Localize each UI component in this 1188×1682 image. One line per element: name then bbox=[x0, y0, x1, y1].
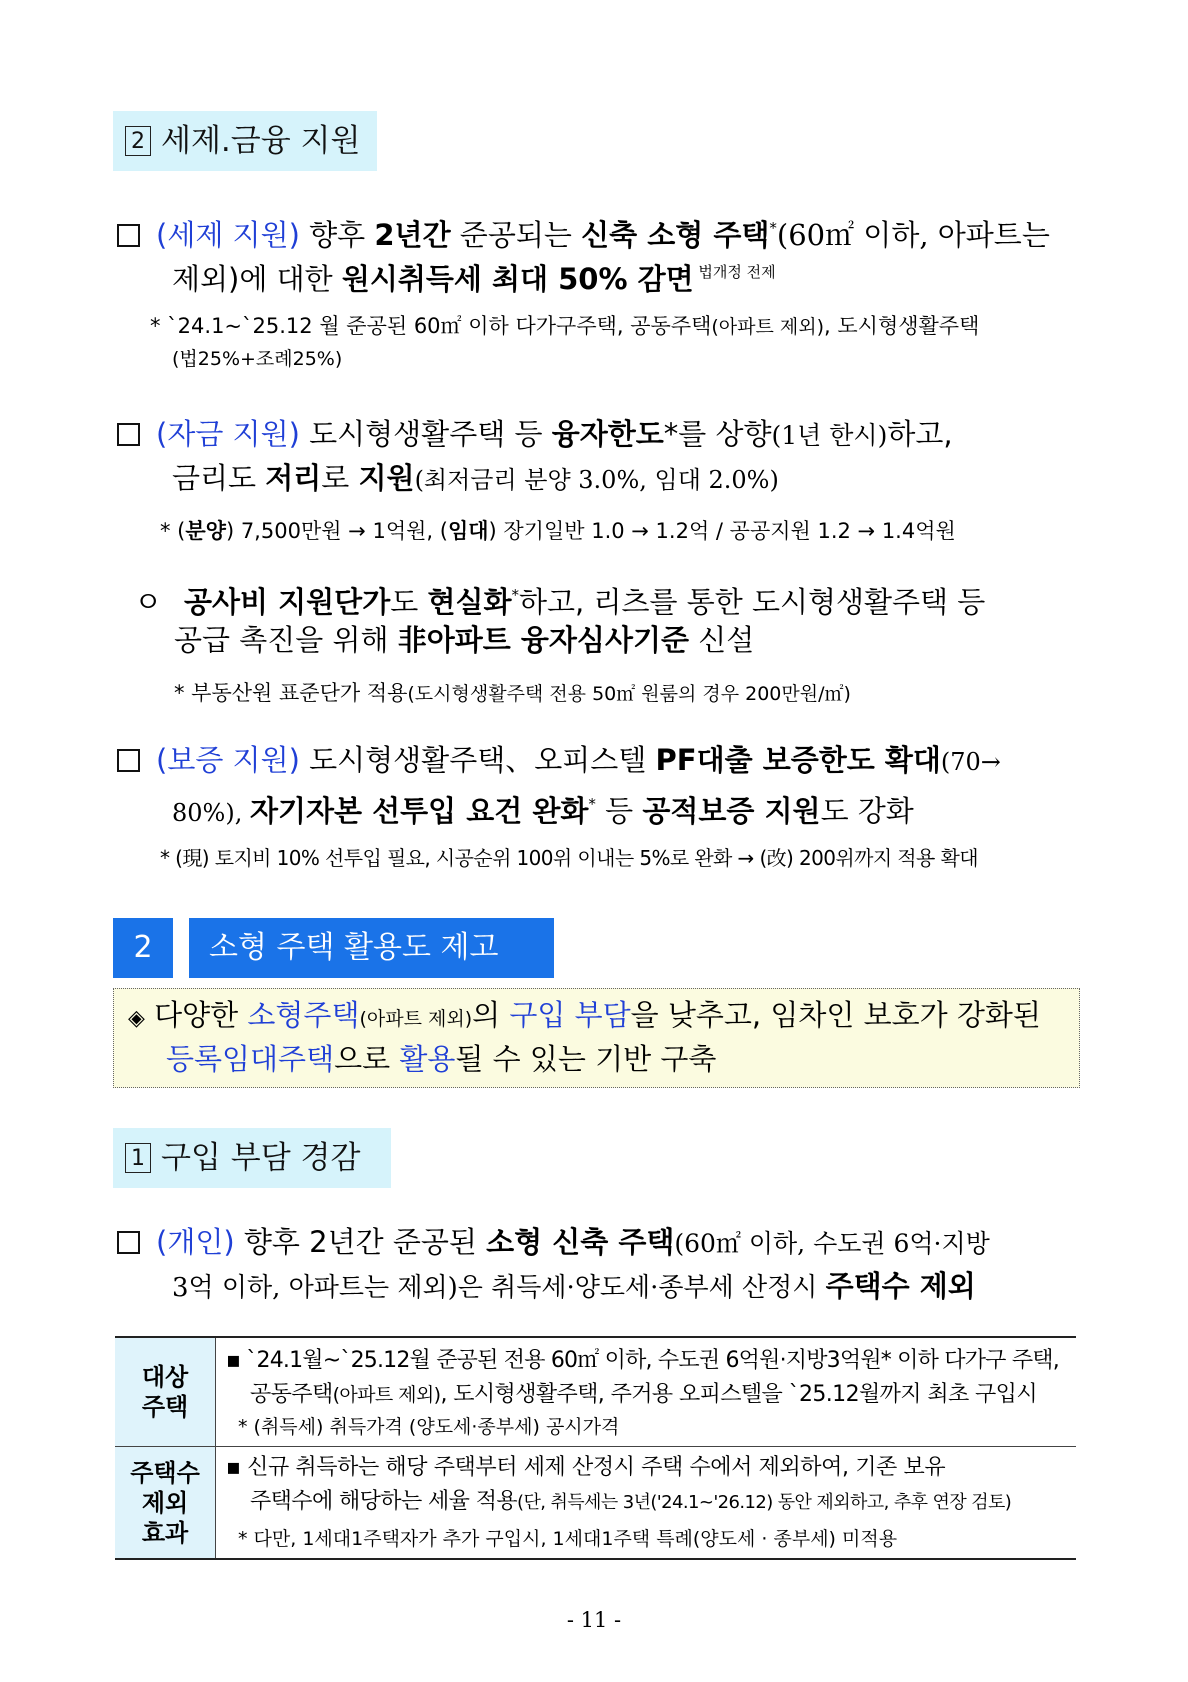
text: 도시형생활주택、오피스텔 bbox=[299, 743, 656, 777]
text: 다양한 bbox=[144, 998, 248, 1032]
footnote-mark: * bbox=[511, 586, 519, 604]
footnote-mark: * bbox=[588, 795, 596, 813]
text: 의 bbox=[472, 998, 510, 1032]
text: 등 bbox=[595, 794, 643, 828]
guarantee-line2 bbox=[172, 784, 914, 833]
text: 금리도 bbox=[172, 461, 266, 495]
text-bold: 융자한도 bbox=[551, 417, 664, 451]
text: (60㎡ 이하, 수도권 6억·지방 bbox=[674, 1229, 990, 1258]
table-row bbox=[115, 1447, 1076, 1560]
text: 로 bbox=[321, 461, 359, 495]
text: (70→ bbox=[940, 748, 1001, 776]
text-bold: 분양 bbox=[185, 519, 226, 543]
section-title: 세제.금융 지원 bbox=[161, 123, 361, 159]
text: , 도시형생활주택, 주거용 오피스텔을 `25.12월까지 최초 구입시 bbox=[440, 1382, 1037, 1407]
info-table bbox=[115, 1336, 1076, 1560]
text-blue: 활용 bbox=[399, 1042, 456, 1076]
text: (아파트 제외) bbox=[332, 1384, 441, 1406]
footnote-mark: * bbox=[769, 219, 777, 237]
bullet-text-cont bbox=[216, 1378, 1076, 1412]
text: 향후 bbox=[299, 218, 375, 252]
tax-support-line1 bbox=[117, 208, 1050, 255]
part-number-tag: 2 bbox=[113, 918, 173, 978]
checkbox-icon bbox=[117, 423, 140, 446]
guarantee-label: (보증 지원) bbox=[156, 743, 300, 777]
text-bold: 공사비 지원단가 bbox=[184, 585, 391, 619]
fund-note bbox=[160, 516, 956, 546]
text-bold: 공적보증 지원 bbox=[642, 794, 821, 828]
text: 3억 이하, 아파트는 제외)은 취득세·양도세·종부세 산정시 bbox=[172, 1273, 826, 1303]
cost-line2 bbox=[174, 620, 754, 660]
diamond-bullet-icon: ◈ bbox=[128, 1006, 145, 1031]
row-content bbox=[216, 1337, 1077, 1447]
cost-line1 bbox=[134, 575, 985, 622]
text: 을 낮추고, 임차인 보호가 강화된 bbox=[630, 998, 1041, 1032]
text: 준공되는 bbox=[450, 218, 582, 252]
tax-label: (세제 지원) bbox=[156, 218, 300, 252]
text: 향후 2년간 준공된 bbox=[234, 1225, 487, 1259]
text: , 도시형생활주택 bbox=[824, 314, 980, 338]
text-bold: 현실화 bbox=[427, 585, 512, 619]
checkbox-icon bbox=[117, 224, 140, 247]
text: (도시형생활주택 전용 50㎡ 원룸의 경우 200만원/㎡) bbox=[407, 683, 851, 705]
text: 주택수에 해당하는 세율 적용 bbox=[250, 1489, 518, 1514]
cost-note bbox=[174, 678, 851, 709]
text: 될 수 있는 기반 구축 bbox=[455, 1042, 717, 1076]
text: 신설 bbox=[689, 623, 755, 657]
text: (단, 취득세는 3년('24.1~'26.12) 동안 제외하고, 추후 연장 검토) bbox=[517, 1492, 1012, 1513]
guarantee-line1 bbox=[117, 740, 1001, 782]
tax-note-2: (법25%+조례25%) bbox=[172, 348, 343, 370]
text: * ( bbox=[160, 519, 186, 543]
text: 80%), bbox=[172, 799, 250, 827]
note-text: * 다만, 1세대1주택자가 추가 구입시, 1세대1주택 특례(양도세 · 종부세) 미적용 bbox=[238, 1528, 898, 1550]
row-header-target bbox=[115, 1337, 216, 1447]
text-bold: 임대 bbox=[447, 519, 489, 543]
table-row bbox=[115, 1337, 1076, 1447]
text-bold: PF대출 보증한도 확대 bbox=[655, 743, 941, 777]
text-bold: 2년간 bbox=[374, 218, 451, 252]
text-bold: 非아파트 융자심사기준 bbox=[397, 623, 689, 657]
text: (아파트 제외) bbox=[711, 316, 825, 338]
text: 대상 주택 bbox=[141, 1363, 189, 1421]
text: 공급 촉진을 위해 bbox=[174, 623, 398, 657]
individual-line2 bbox=[172, 1266, 976, 1308]
text-bold: 자기자본 선투입 요건 완화 bbox=[249, 794, 589, 828]
text: 도시형생활주택 등 bbox=[299, 417, 552, 451]
bullet-text: ▪ 신규 취득하는 해당 주택부터 세제 산정시 주택 수에서 제외하여, 기존 보유 bbox=[226, 1455, 946, 1480]
text-bold: 저리 bbox=[265, 461, 322, 495]
checkbox-icon bbox=[117, 749, 140, 772]
bullet-icon: ㅇ bbox=[134, 585, 163, 619]
law-note: 법개정 전제 bbox=[693, 263, 776, 281]
text: * `24.1~`25.12 월 준공된 60㎡ 이하 다가구주택, 공동주택 bbox=[150, 314, 712, 338]
checkbox-icon bbox=[117, 1231, 140, 1254]
text-bold: 소형 신축 주택 bbox=[486, 1225, 675, 1259]
part-title-tag: 소형 주택 활용도 제고 bbox=[189, 918, 554, 978]
text: * 부동산원 표준단가 적용 bbox=[174, 681, 408, 705]
row-content bbox=[216, 1447, 1077, 1560]
text-bold: 원시취득세 최대 50% 감면 bbox=[341, 262, 694, 296]
text: *를 상향 bbox=[663, 417, 772, 451]
text: 도 bbox=[390, 585, 428, 619]
fund-support-line1 bbox=[117, 414, 953, 456]
section-title: 구입 부담 경감 bbox=[161, 1140, 361, 1176]
text: 제외)에 대한 bbox=[172, 262, 342, 296]
text: ) 7,500만원 → 1억원, ( bbox=[225, 519, 448, 543]
text: 하고, bbox=[887, 417, 953, 451]
text: 으로 bbox=[334, 1042, 400, 1076]
text: 공동주택 bbox=[250, 1382, 333, 1407]
text-bold: 주택수 제외 bbox=[825, 1269, 976, 1303]
text: (최저금리 분양 3.0%, 임대 2.0%) bbox=[414, 466, 779, 494]
text: 도 강화 bbox=[820, 794, 914, 828]
tax-note bbox=[150, 311, 979, 342]
text-blue: 등록임대주택 bbox=[166, 1042, 335, 1076]
text: ) 장기일반 1.0 → 1.2억 / 공공지원 1.2 → 1.4억원 bbox=[488, 519, 956, 543]
summary-box bbox=[113, 988, 1080, 1088]
note-text: * (취득세) 취득가격 (양도세·종부세) 공시가격 bbox=[238, 1416, 620, 1438]
text: (60㎡ 이하, 아파트는 bbox=[776, 218, 1050, 252]
summary-line1 bbox=[128, 995, 1041, 1039]
fund-label: (자금 지원) bbox=[156, 417, 300, 451]
individual-label: (개인) bbox=[156, 1225, 235, 1259]
text-bold: 신축 소형 주택 bbox=[581, 218, 770, 252]
text-blue: 구입 부담 bbox=[509, 998, 631, 1032]
text: (1년 한시) bbox=[771, 421, 888, 450]
section-number: 2 bbox=[125, 126, 151, 156]
guarantee-note: * (現) 토지비 10% 선투입 필요, 시공순위 100위 이내는 5%로 완화 → (改) 200위까지 적용 확대 bbox=[160, 846, 978, 870]
text: (아파트 제외) bbox=[359, 1008, 473, 1030]
tax-support-line2 bbox=[172, 252, 776, 299]
text: 하고, 리츠를 통한 도시형생활주택 등 bbox=[519, 585, 986, 619]
summary-line2 bbox=[166, 1039, 716, 1079]
section-heading-purchase bbox=[113, 1128, 391, 1188]
row-header-effect bbox=[115, 1447, 216, 1560]
bullet-text-cont bbox=[216, 1485, 1076, 1520]
section-heading-tax-finance bbox=[113, 111, 377, 171]
individual-line1 bbox=[117, 1222, 990, 1264]
section-number: 1 bbox=[125, 1143, 151, 1173]
text-blue: 소형주택 bbox=[247, 998, 360, 1032]
text: 주택수 제외 효과 bbox=[130, 1458, 200, 1547]
bullet-text: ▪ `24.1월~`25.12월 준공된 전용 60㎡ 이하, 수도권 6억원·지방3억원* 이하 다가구 주택, bbox=[226, 1348, 1059, 1373]
fund-support-line2 bbox=[172, 458, 779, 500]
page-number: - 11 - bbox=[566, 1608, 622, 1632]
text-bold: 지원 bbox=[358, 461, 415, 495]
